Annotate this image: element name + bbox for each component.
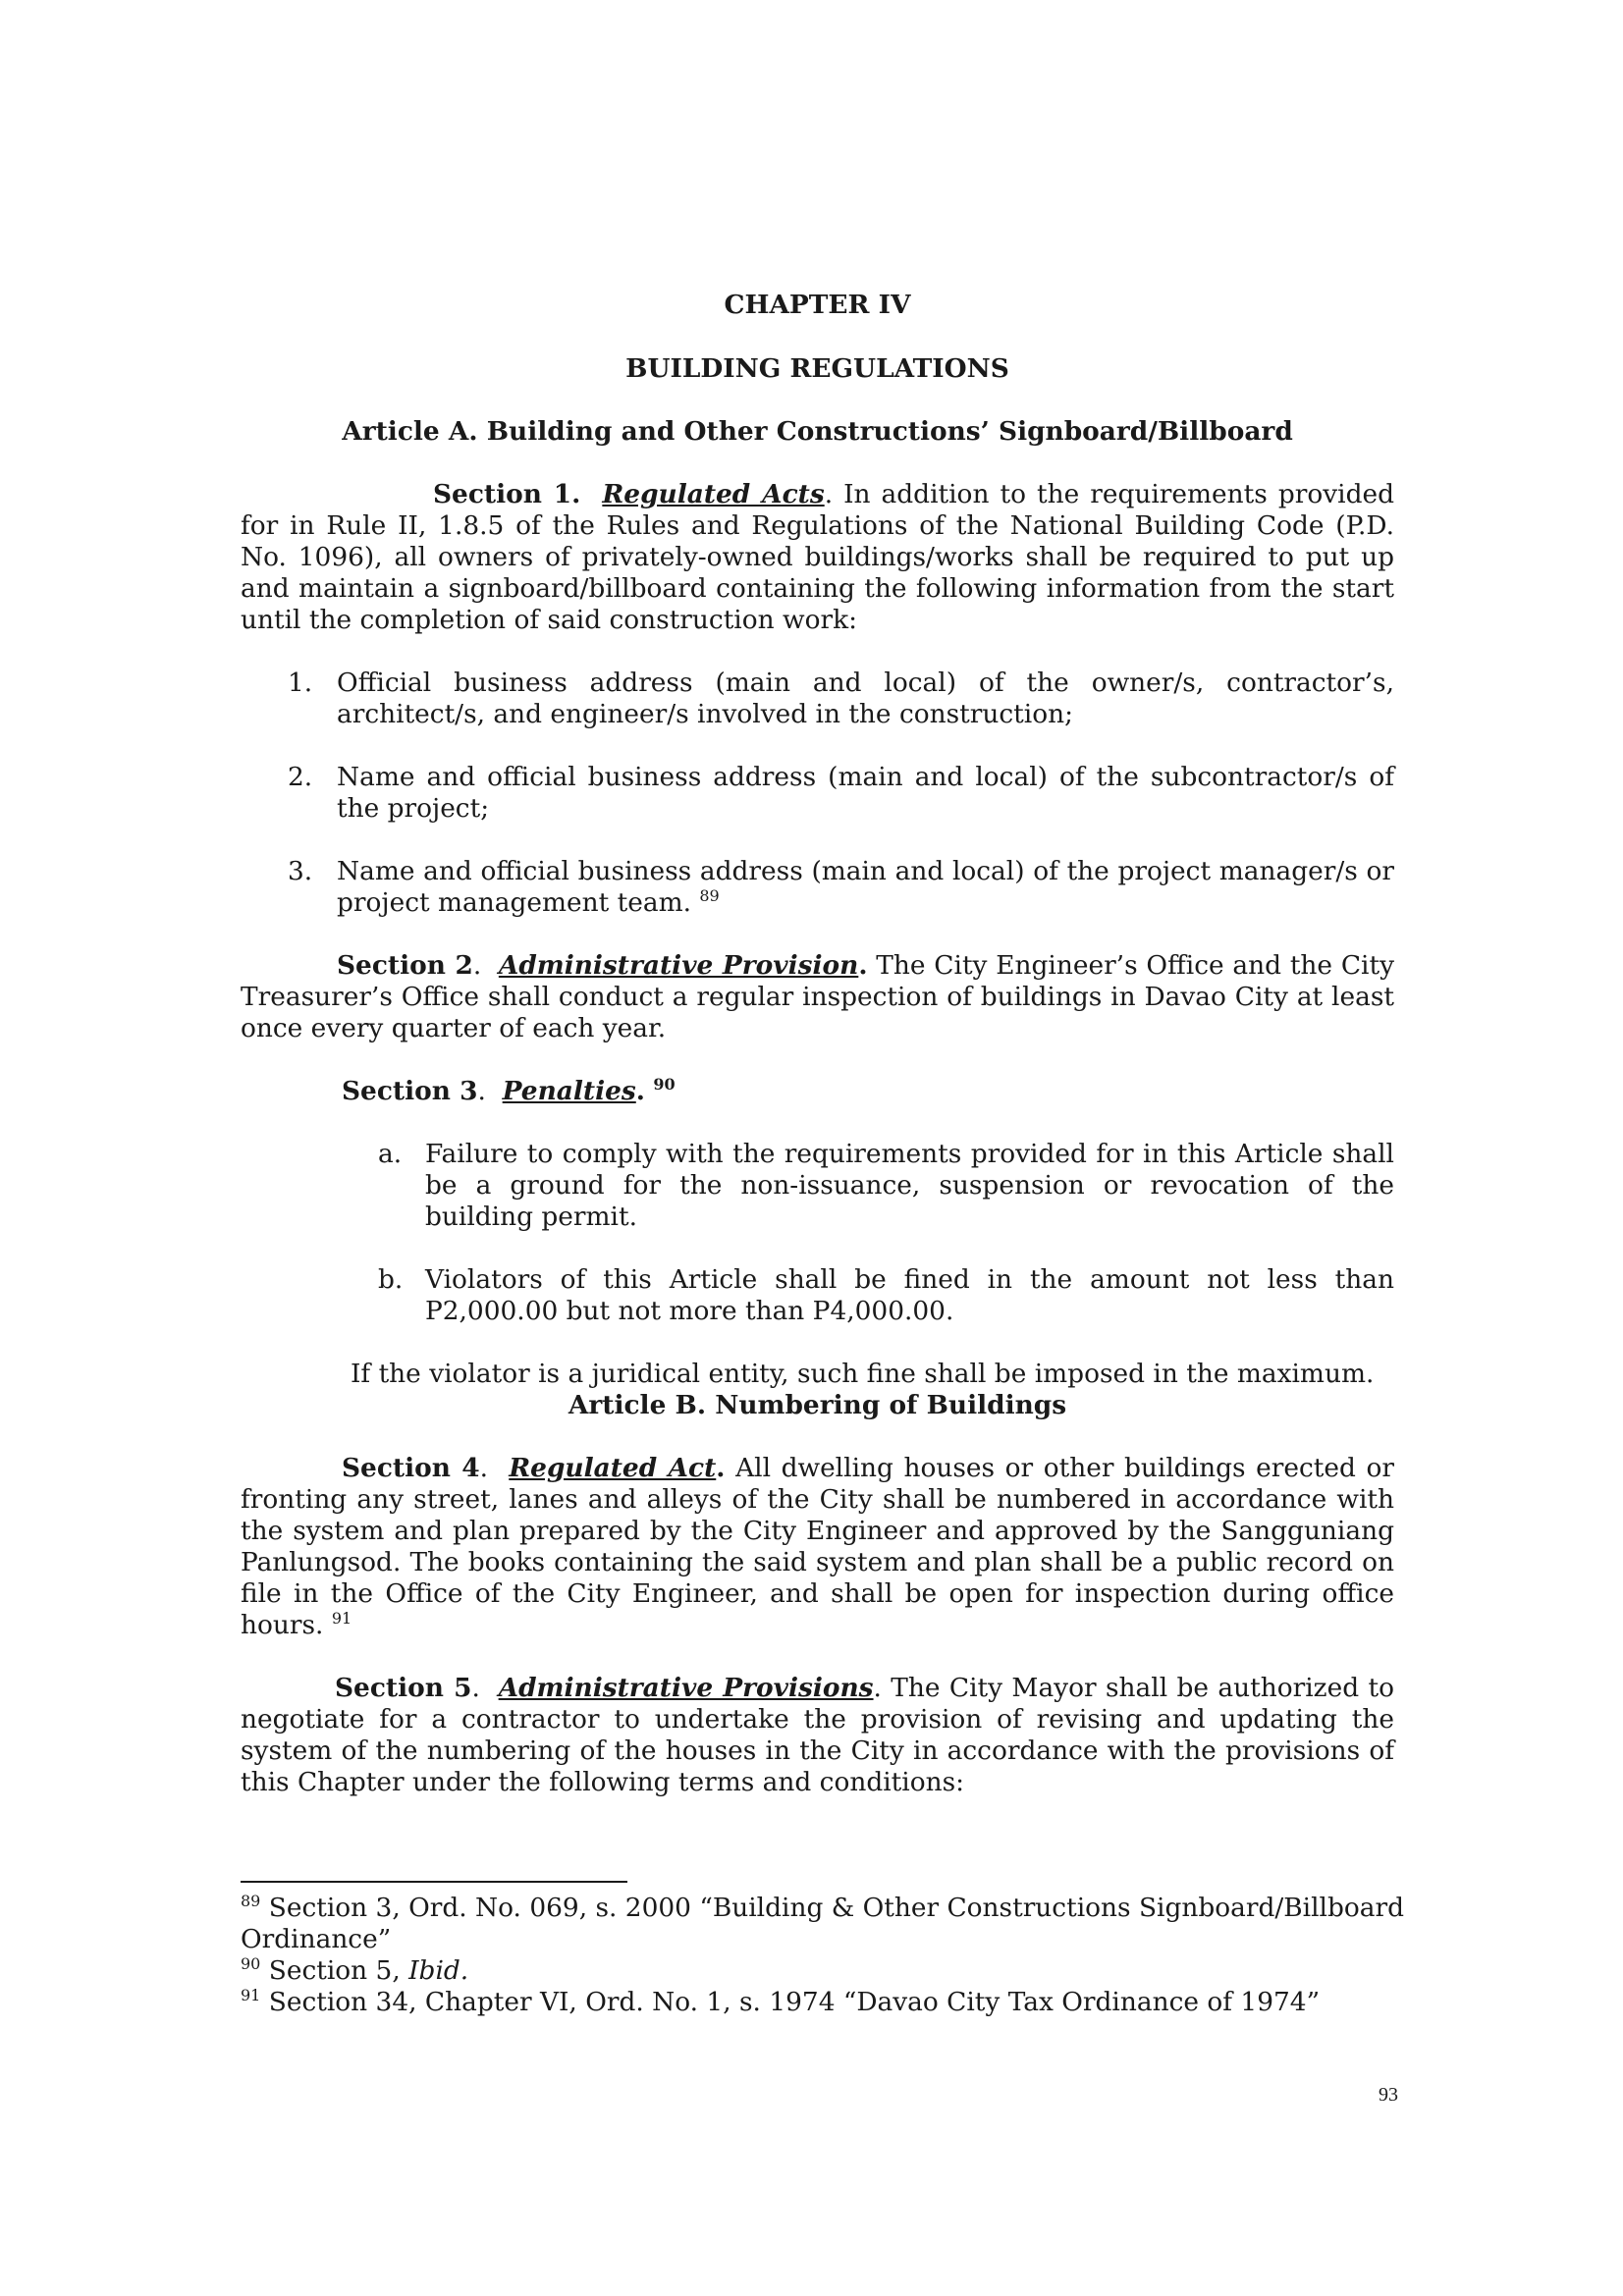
footnote-number: 91: [241, 1986, 261, 2004]
footnote-divider: [241, 1881, 627, 1883]
list-item-number: 3.: [288, 856, 313, 886]
section-5-head: Section 5: [335, 1673, 472, 1703]
section-2-body: The City Engineer’s Office and the City Treasurer’s Office shall conduct a regular inspection of buildings in Davao City at least once every quarter of each year.: [241, 950, 1394, 1043]
list-item-number: 1.: [288, 667, 313, 698]
footnote: [241, 1987, 1404, 2018]
footnote: [241, 1955, 1404, 1987]
section-3-head: Section 3: [342, 1076, 478, 1106]
chapter-heading: CHAPTER IV: [724, 290, 911, 320]
section-1-title: Regulated Acts: [602, 479, 825, 509]
footnote-number: 90: [241, 1954, 261, 1973]
footnote-text: Section 34, Chapter VI, Ord. No. 1, s. 1974 “Davao City Tax Ordinance of 1974”: [268, 1987, 1321, 2017]
footnote-text: Section 3, Ord. No. 069, s. 2000 “Building & Other Constructions Signboard/Billboard Ordinance”: [241, 1893, 1405, 1954]
footnote: [241, 1893, 1404, 1955]
footnote-ref: 90: [653, 1075, 676, 1094]
section-4: Section 4. Regulated Act. All dwelling houses or other buildings erected or fronting any street, lanes and alleys of the City shall be numbered in accordance with the system and plan prepared by the City Engineer and approved by the Sangguniang Panlungsod. The books containing the said system and plan shall be a public record on file in the Office of the City Engineer, and shall be open for inspection during office hours. $^{91}$: [241, 1453, 1394, 1640]
article-a-heading: Article A. Building and Other Constructions’ Signboard/Billboard: [342, 416, 1293, 447]
section-4-title: Regulated Act: [509, 1453, 717, 1483]
list-item-text: [337, 856, 1394, 919]
page-number: 93: [1379, 2084, 1398, 2106]
footnote-italic: Ibid.: [408, 1955, 469, 1986]
list-item-text: Failure to comply with the requirements provided for in this Article shall be a ground for the non-issuance, suspension or revocation of the building permit.: [425, 1139, 1394, 1232]
section-1-body: . In addition to the requirements provided for in Rule II, 1.8.5 of the Rules and Regulations of the National Building Code (P.D. No. 1096), all owners of privately-owned buildings/works shall be required to put up and maintain a signboard/billboard containing the following information from the start until the completion of said construction work:: [241, 479, 1394, 635]
list-item-number: 2.: [288, 762, 313, 792]
footnote-ref: 89: [699, 886, 720, 905]
chapter-title: BUILDING REGULATIONS: [625, 353, 1009, 384]
section-5-body: . The City Mayor shall be authorized to negotiate for a contractor to undertake the provision of revising and updating the system of the numbering of the houses in the City in accordance with the provisions of this Chapter under the following terms and conditions:: [241, 1673, 1394, 1797]
list-item-letter: b.: [378, 1264, 404, 1295]
footnote-ref: 91: [331, 1609, 352, 1628]
section-3: Section 3. Penalties. $^{90}$: [342, 1075, 676, 1106]
section-4-body: All dwelling houses or other buildings erected or fronting any street, lanes and alleys of the City shall be numbered in accordance with the system and plan prepared by the City Engineer and approved by the Sangguniang Panlungsod. The books containing the said system and plan shall be a public record on file in the Office of the City Engineer, and shall be open for inspection during office hours.: [241, 1453, 1394, 1640]
footnote-text: Section 5,: [268, 1955, 409, 1986]
section-2: Section 2. Administrative Provision. The City Engineer’s Office and the City Treasurer’s Office shall conduct a regular inspection of buildings in Davao City at least once every quarter of each year.: [241, 950, 1394, 1043]
section-5: Section 5. Administrative Provisions. The City Mayor shall be authorized to negotiate for a contractor to undertake the provision of revising and updating the system of the numbering of the houses in the City in accordance with the provisions of this Chapter under the following terms and conditions:: [241, 1673, 1394, 1797]
footnote-number: 89: [241, 1892, 261, 1910]
section-5-title: Administrative Provisions: [498, 1673, 874, 1703]
document-page: [241, 0, 1405, 2296]
article-b-heading: Article B. Numbering of Buildings: [568, 1390, 1067, 1420]
list-item-body: Name and official business address (main and local) of the project manager/s or project management team.: [337, 856, 1394, 918]
list-item-text: Violators of this Article shall be fined in the amount not less than P2,000.00 but not more than P4,000.00.: [425, 1264, 1394, 1326]
list-item-letter: a.: [378, 1139, 403, 1169]
juridical-note: If the violator is a juridical entity, such fine shall be imposed in the maximum.: [351, 1359, 1375, 1389]
section-2-title: Administrative Provision: [498, 950, 859, 981]
section-3-title: Penalties: [502, 1076, 636, 1106]
section-2-head: Section 2: [337, 950, 473, 981]
section-1: [241, 479, 1394, 636]
list-item-text: Official business address (main and local) of the owner/s, contractor’s, architect/s, and engineer/s involved in the construction;: [337, 667, 1394, 729]
section-4-head: Section 4: [342, 1453, 480, 1483]
section-1-head: Section 1.: [433, 479, 581, 509]
list-item-text: Name and official business address (main and local) of the subcontractor/s of the project;: [337, 762, 1394, 824]
